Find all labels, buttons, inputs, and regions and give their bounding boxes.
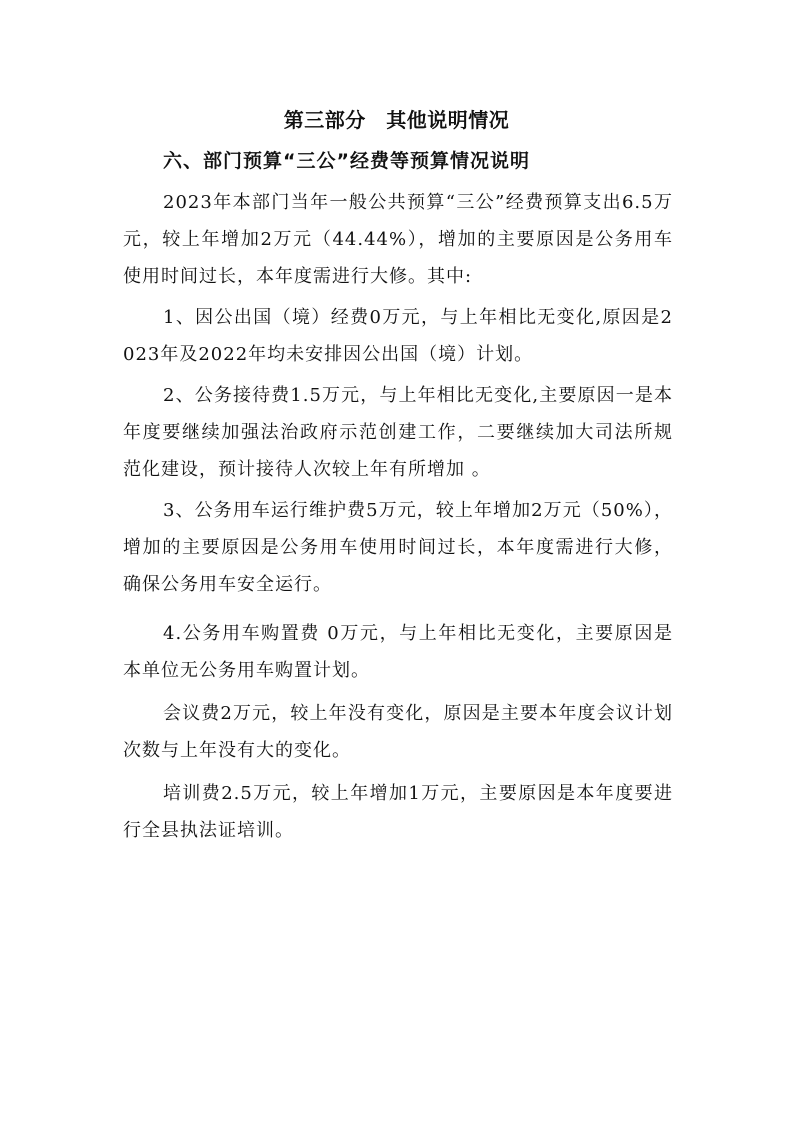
document-body [123,184,673,849]
paragraph-vehicle-purchase: 4.公务用车购置费 0万元，与上年相比无变化，主要原因是本单位无公务用车购置计划。 [123,623,673,681]
page-title: 第三部分 其他说明情况 [283,108,510,132]
section-heading: 六、部门预算“三公”经费等预算情况说明 [163,150,530,172]
paragraph-official-reception: 2、公务接待费1.5万元，与上年相比无变化,主要原因一是本年度要继续加强法治政府示范创建工作，二要继续加大司法所规范化建设，预计接待人次较上年有所增加 。 [123,385,673,480]
paragraph-overseas-travel: 1、因公出国（境）经费0万元，与上年相比无变化,原因是2023年及2022年均未安排因公出国（境）计划。 [123,307,673,365]
paragraph-training-fee: 培训费2.5万元，较上年增加1万元，主要原因是本年度要进行全县执法证培训。 [123,783,673,841]
paragraph-summary: 2023年本部门当年一般公共预算“三公”经费预算支出6.5万元，较上年增加2万元（44.44%），增加的主要原因是公务用车使用时间过长，本年度需进行大修。其中: [123,192,673,287]
paragraph-meeting-fee: 会议费2万元，较上年没有变化，原因是主要本年度会议计划次数与上年没有大的变化。 [123,703,673,761]
paragraph-vehicle-maintenance: 3、公务用车运行维护费5万元，较上年增加2万元（50%），增加的主要原因是公务用车使用时间过长，本年度需进行大修，确保公务用车安全运行。 [123,500,673,595]
